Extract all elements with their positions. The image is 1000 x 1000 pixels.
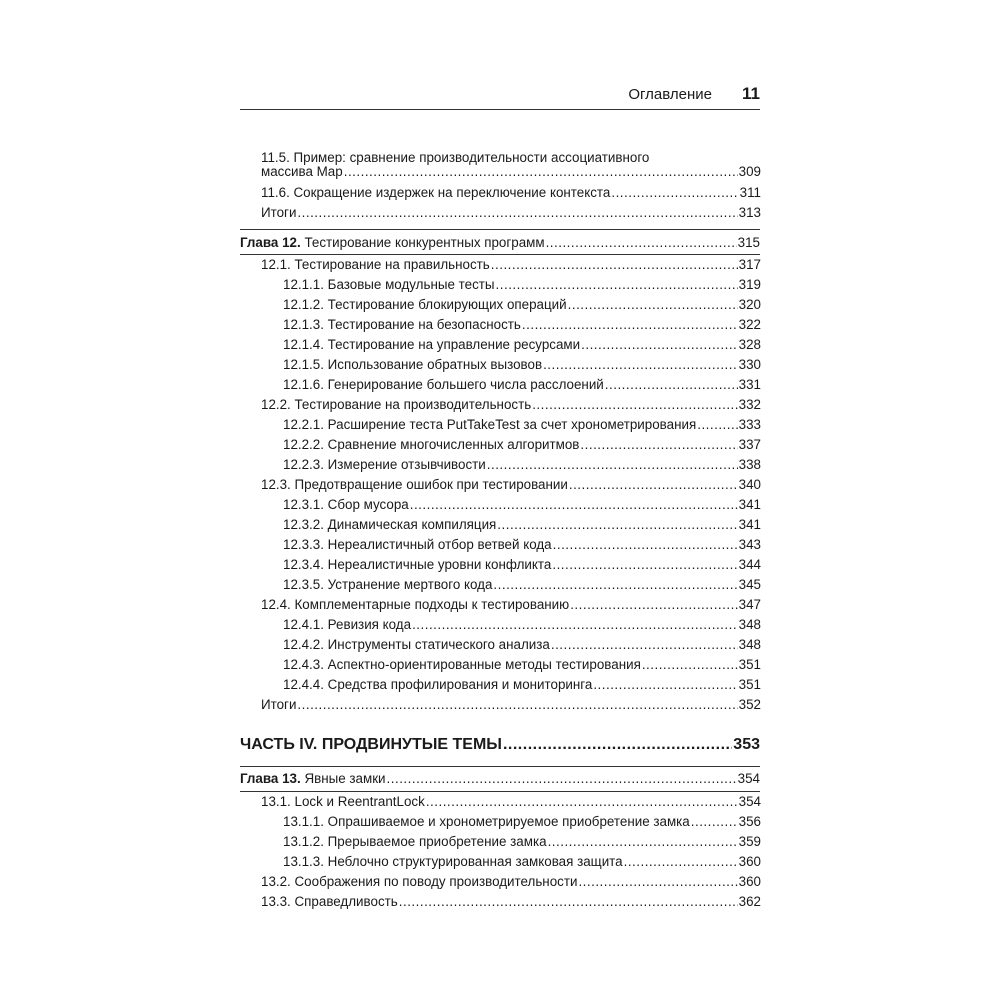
dot-leader bbox=[546, 233, 737, 253]
toc-entry-12-4-3 bbox=[283, 655, 761, 675]
toc-entry-page: 320 bbox=[738, 297, 761, 312]
dot-leader bbox=[344, 162, 738, 182]
header-rule bbox=[240, 109, 760, 110]
toc-entry-page: 330 bbox=[738, 357, 761, 372]
toc-entry-title: 12.1.2. Тестирование блокирующих операций bbox=[283, 297, 567, 312]
toc-entry-page: 362 bbox=[738, 894, 761, 909]
toc-entry-title: 12.3.3. Нереалистичный отбор ветвей кода bbox=[283, 537, 552, 552]
dot-leader bbox=[426, 792, 738, 812]
chapter-title: Явные замки bbox=[300, 771, 386, 786]
dot-leader bbox=[410, 495, 738, 515]
toc-entry-page: 313 bbox=[738, 205, 761, 220]
toc-entry-12-3-5 bbox=[283, 575, 761, 595]
toc-entry-itogi-11 bbox=[261, 203, 761, 223]
toc-entry-12-2-2 bbox=[283, 435, 761, 455]
toc-entry-title: 12.2.2. Сравнение многочисленных алгоритмов bbox=[283, 437, 580, 452]
toc-entry-12-2-3 bbox=[283, 455, 761, 475]
dot-leader bbox=[642, 655, 738, 675]
toc-entry-itogi-12 bbox=[261, 695, 761, 715]
header-title: Оглавление bbox=[628, 86, 713, 103]
toc-entry-page: 347 bbox=[738, 597, 761, 612]
toc-entry-11-5 bbox=[261, 162, 761, 182]
dot-leader bbox=[387, 769, 737, 789]
toc-entry-page: 351 bbox=[738, 657, 761, 672]
toc-entry-title: 11.6. Сокращение издержек на переключение контекста bbox=[261, 185, 611, 200]
toc-entry-12-3-2 bbox=[283, 515, 761, 535]
dot-leader bbox=[496, 275, 738, 295]
toc-entry-12-1-6 bbox=[283, 375, 761, 395]
dot-leader bbox=[543, 355, 738, 375]
toc-entry-title: 13.1. Lock и ReentrantLock bbox=[261, 794, 425, 809]
toc-entry-12-4-2 bbox=[283, 635, 761, 655]
toc-entry-title: 13.1.3. Неблочно структурированная замковая защита bbox=[283, 854, 623, 869]
dot-leader bbox=[548, 832, 738, 852]
toc-entry-title: 12.3.5. Устранение мертвого кода bbox=[283, 577, 493, 592]
toc-entry-13-1 bbox=[261, 792, 761, 812]
chapter-label: Глава 13. bbox=[240, 771, 301, 786]
toc-entry-12-2-1 bbox=[283, 415, 761, 435]
toc-entry-13-1-3 bbox=[283, 852, 761, 872]
toc-entry-12-1-2 bbox=[283, 295, 761, 315]
toc-entry-title: Итоги bbox=[261, 697, 297, 712]
toc-entry-title: 13.3. Справедливость bbox=[261, 894, 398, 909]
toc-entry-12-3-3 bbox=[283, 535, 761, 555]
dot-leader bbox=[697, 415, 737, 435]
dot-leader bbox=[624, 852, 738, 872]
dot-leader bbox=[532, 395, 737, 415]
toc-entry-page: 315 bbox=[737, 235, 760, 250]
dot-leader bbox=[297, 203, 737, 223]
toc-entry-12-1-3 bbox=[283, 315, 761, 335]
toc-entry-page: 328 bbox=[738, 337, 761, 352]
toc-entry-title: 12.4. Комплементарные подходы к тестированию bbox=[261, 597, 570, 612]
toc-entry-page: 348 bbox=[738, 637, 761, 652]
toc-entry-page: 360 bbox=[738, 854, 761, 869]
toc-entry-page: 351 bbox=[738, 677, 761, 692]
chapter-rule bbox=[240, 766, 760, 767]
toc-entry-12-3 bbox=[261, 475, 761, 495]
toc-entry-page: 331 bbox=[738, 377, 761, 392]
toc-entry-page: 354 bbox=[737, 771, 760, 786]
chapter-label: Глава 12. bbox=[240, 235, 301, 250]
toc-entry-13-2 bbox=[261, 872, 761, 892]
toc-entry-title: массива Map bbox=[261, 164, 343, 179]
toc-entry-title: 12.3.4. Нереалистичные уровни конфликта bbox=[283, 557, 552, 572]
dot-leader bbox=[553, 535, 738, 555]
toc-part-4 bbox=[240, 733, 760, 757]
toc-entry-page: 344 bbox=[738, 557, 761, 572]
toc-entry-page: 360 bbox=[738, 874, 761, 889]
chapter-rule bbox=[240, 229, 760, 230]
toc-entry-title: Итоги bbox=[261, 205, 297, 220]
toc-entry-12-4 bbox=[261, 595, 761, 615]
toc-entry-page: 353 bbox=[733, 736, 760, 753]
toc-entry-12-3-4 bbox=[283, 555, 761, 575]
toc-entry-12-4-4 bbox=[283, 675, 761, 695]
toc-entry-title: 12.1.1. Базовые модульные тесты bbox=[283, 277, 495, 292]
dot-leader bbox=[493, 575, 737, 595]
dot-leader bbox=[605, 375, 738, 395]
toc-entry-title: 12.1. Тестирование на правильность bbox=[261, 257, 490, 272]
toc-entry-page: 309 bbox=[738, 164, 761, 179]
toc-entry-title: 12.4.1. Ревизия кода bbox=[283, 617, 412, 632]
toc-entry-13-1-2 bbox=[283, 832, 761, 852]
toc-entry-11-5-line1: 11.5. Пример: сравнение производительности ассоциативного bbox=[261, 150, 650, 165]
toc-entry-title: 12.3. Предотвращение ошибок при тестировании bbox=[261, 477, 568, 492]
toc-entry-page: 348 bbox=[738, 617, 761, 632]
toc-entry-page: 332 bbox=[738, 397, 761, 412]
toc-entry-title: 12.4.2. Инструменты статического анализа bbox=[283, 637, 550, 652]
toc-entry-page: 341 bbox=[738, 497, 761, 512]
toc-entry-page: 311 bbox=[739, 185, 761, 200]
running-header bbox=[240, 84, 760, 108]
toc-entry-page: 341 bbox=[738, 517, 761, 532]
dot-leader bbox=[297, 695, 737, 715]
toc-entry-title: 12.3.1. Сбор мусора bbox=[283, 497, 409, 512]
dot-leader bbox=[491, 255, 738, 275]
toc-entry-title: 12.1.3. Тестирование на безопасность bbox=[283, 317, 521, 332]
toc-entry-13-3 bbox=[261, 892, 761, 912]
toc-entry-title: 12.4.3. Аспектно-ориентированные методы тестирования bbox=[283, 657, 641, 672]
toc-entry-title: 12.1.5. Использование обратных вызовов bbox=[283, 357, 543, 372]
dot-leader bbox=[580, 435, 737, 455]
dot-leader bbox=[487, 455, 738, 475]
toc-entry-page: 356 bbox=[738, 814, 761, 829]
toc-entry-title: 13.1.1. Опрашиваемое и хронометрируемое приобретение замка bbox=[283, 814, 690, 829]
toc-entry-page: 354 bbox=[738, 794, 761, 809]
toc-entry-page: 322 bbox=[738, 317, 761, 332]
toc-entry-13-1-1 bbox=[283, 812, 761, 832]
dot-leader bbox=[593, 675, 737, 695]
toc-entry-12-2 bbox=[261, 395, 761, 415]
toc-entry-11-6 bbox=[261, 183, 761, 203]
toc-entry-12-1 bbox=[261, 255, 761, 275]
toc-entry-page: 359 bbox=[738, 834, 761, 849]
toc-entry-page: 340 bbox=[738, 477, 761, 492]
toc-entry-page: 343 bbox=[738, 537, 761, 552]
toc-entry-title: 12.2.1. Расширение теста PutTakeTest за счет хронометрирования bbox=[283, 417, 697, 432]
header-page-number: 11 bbox=[742, 84, 760, 103]
dot-leader bbox=[497, 515, 737, 535]
dot-leader bbox=[578, 872, 737, 892]
dot-leader bbox=[551, 635, 738, 655]
toc-chapter-13 bbox=[240, 769, 760, 789]
dot-leader bbox=[570, 595, 737, 615]
toc-entry-page: 319 bbox=[738, 277, 761, 292]
chapter-title: Тестирование конкурентных программ bbox=[300, 235, 545, 250]
toc-entry-page: 345 bbox=[738, 577, 761, 592]
dot-leader bbox=[568, 295, 738, 315]
dot-leader bbox=[581, 335, 738, 355]
toc-entry-page: 317 bbox=[738, 257, 761, 272]
toc-entry-12-3-1 bbox=[283, 495, 761, 515]
toc-entry-12-4-1 bbox=[283, 615, 761, 635]
dot-leader bbox=[522, 315, 738, 335]
toc-entry-page: 337 bbox=[738, 437, 761, 452]
toc-entry-title: 12.3.2. Динамическая компиляция bbox=[283, 517, 497, 532]
toc-chapter-12 bbox=[240, 233, 760, 253]
dot-leader bbox=[399, 892, 738, 912]
dot-leader bbox=[569, 475, 738, 495]
dot-leader bbox=[611, 183, 738, 203]
toc-entry-title: 12.2.3. Измерение отзывчивости bbox=[283, 457, 486, 472]
toc-entry-title: 12.1.4. Тестирование на управление ресурсами bbox=[283, 337, 581, 352]
toc-entry-title: 13.2. Соображения по поводу производительности bbox=[261, 874, 578, 889]
toc-entry-title: 12.1.6. Генерирование большего числа расслоений bbox=[283, 377, 604, 392]
dot-leader bbox=[412, 615, 738, 635]
dot-leader bbox=[552, 555, 737, 575]
toc-entry-12-1-1 bbox=[283, 275, 761, 295]
toc-entry-title: 13.1.2. Прерываемое приобретение замка bbox=[283, 834, 547, 849]
toc-entry-page: 333 bbox=[738, 417, 761, 432]
toc-entry-title: 12.4.4. Средства профилирования и мониторинга bbox=[283, 677, 593, 692]
toc-entry-page: 338 bbox=[738, 457, 761, 472]
dot-leader bbox=[691, 812, 738, 832]
toc-entry-title: 12.2. Тестирование на производительность bbox=[261, 397, 532, 412]
toc-entry-page: 352 bbox=[738, 697, 761, 712]
dot-leader bbox=[503, 733, 732, 757]
part-title: ЧАСТЬ IV. ПРОДВИНУТЫЕ ТЕМЫ bbox=[240, 736, 502, 753]
toc-entry-12-1-4 bbox=[283, 335, 761, 355]
toc-entry-12-1-5 bbox=[283, 355, 761, 375]
